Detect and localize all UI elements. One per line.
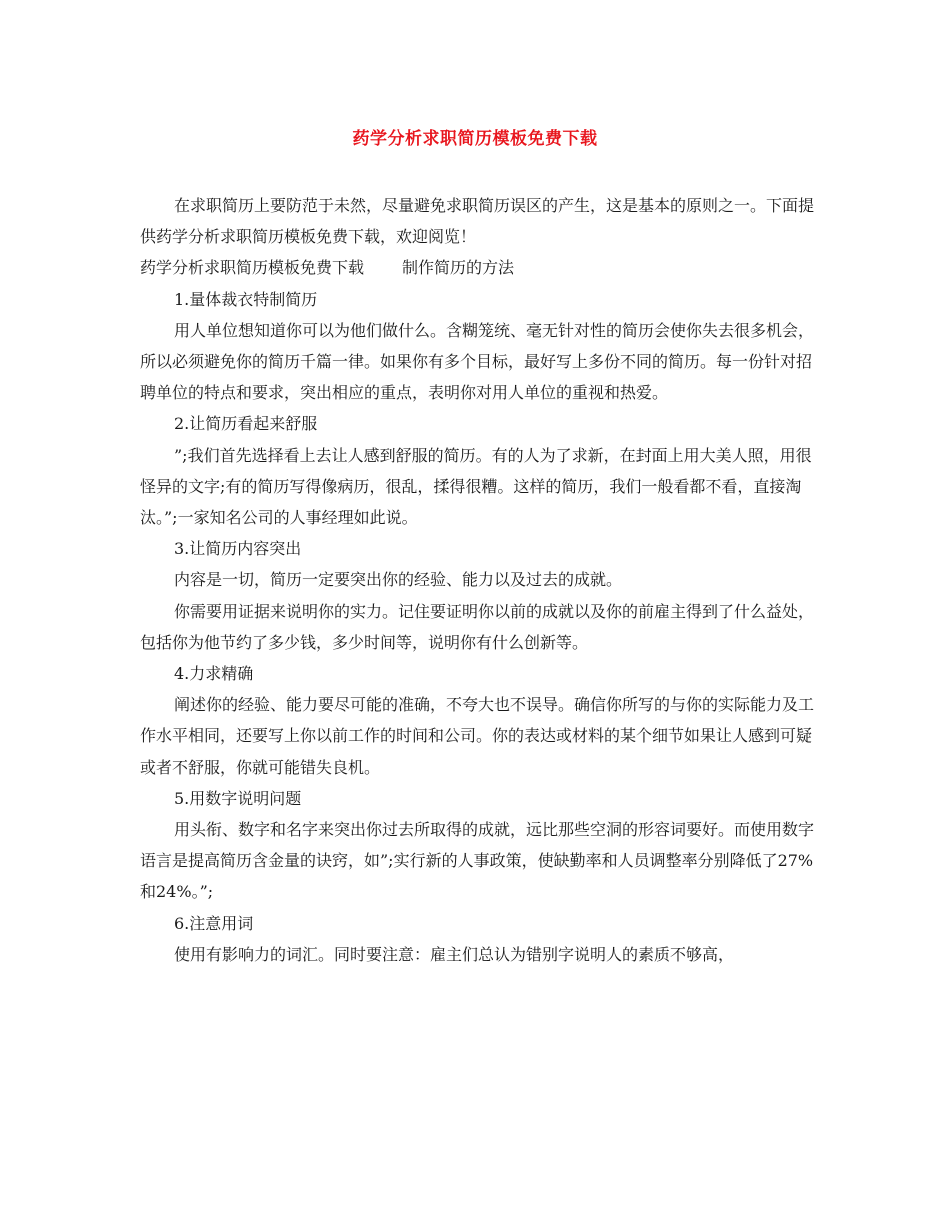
paragraph-1: 用人单位想知道你可以为他们做什么。含糊笼统、毫无针对性的简历会使你失去很多机会，所以必须避免你的简历千篇一律。如果你有多个目标，最好写上多份不同的简历。每一份针对招聘单位的特点和要求，突出相应的重点，表明你对用人单位的重视和热爱。 [140, 320, 815, 403]
heading-right-text: 制作简历的方法 [402, 258, 515, 278]
section-heading-line [140, 252, 816, 283]
subheading-6: 6.注意用词 [174, 913, 254, 933]
paragraph-3a: 内容是一切，简历一定要突出你的经验、能力以及过去的成就。 [174, 570, 623, 590]
paragraph-6: 使用有影响力的词汇。同时要注意：雇主们总认为错别字说明人的素质不够高， [174, 944, 735, 964]
document-title: 药学分析求职简历模板免费下载 [352, 129, 598, 149]
subheading-2: 2.让简历看起来舒服 [174, 414, 318, 434]
paragraph-2: ”;我们首先选择看上去让人感到舒服的简历。有的人为了求新，在封面上用大美人照，用很怪异的文字;有的简历写得像病历，很乱，揉得很糟。这样的简历，我们一般看都不看，直接淘汰。”;一家知名公司的人事经理如此说。 [140, 445, 812, 528]
paragraph-3b: 你需要用证据来说明你的实力。记住要证明你以前的成就以及你的前雇主得到了什么益处，包括你为他节约了多少钱，多少时间等，说明你有什么创新等。 [140, 601, 815, 652]
paragraph-4: 阐述你的经验、能力要尽可能的准确，不夸大也不误导。确信你所写的与你的实际能力及工作水平相同，还要写上你以前工作的时间和公司。你的表达或材料的某个细节如果让人感到可疑或者不舒服，你就可能错失良机。 [140, 695, 815, 777]
subheading-5: 5.用数字说明问题 [174, 788, 302, 808]
document-body [140, 190, 816, 970]
subheading-3: 3.让简历内容突出 [174, 539, 302, 559]
subheading-4: 4.力求精确 [174, 664, 254, 684]
subheading-1: 1.量体裁衣特制简历 [174, 289, 318, 309]
heading-left-text: 药学分析求职简历模板免费下载 [140, 258, 365, 278]
paragraph-5: 用头衔、数字和名字来突出你过去所取得的成就，远比那些空洞的形容词要好。而使用数字语言是提高简历含金量的诀窍，如”;实行新的人事政策，使缺勤率和人员调整率分别降低了27%和24%。”; [140, 820, 815, 902]
intro-paragraph: 在求职简历上要防范于未然，尽量避免求职简历误区的产生，这是基本的原则之一。下面提供药学分析求职简历模板免费下载，欢迎阅览！ [140, 196, 815, 247]
